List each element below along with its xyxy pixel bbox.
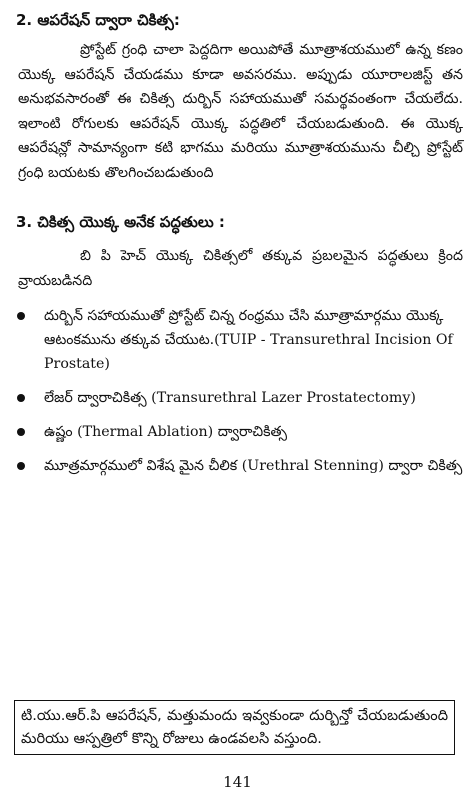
list-item-text: ఉష్ణం (Thermal Ablation) ద్వారాచికిత్స — [44, 424, 288, 440]
bullet-icon — [17, 428, 25, 436]
methods-list — [0, 304, 475, 488]
list-item — [0, 386, 475, 410]
bullet-icon — [17, 394, 25, 402]
list-item — [0, 454, 475, 478]
list-item — [0, 304, 475, 376]
list-item-text: లేజర్ ద్వారాచికిత్స (Transurethral Lazer Prostatectomy) — [44, 390, 416, 406]
page-number: 141 — [223, 773, 252, 791]
section-2-paragraph-text: ప్రోస్టేట్ గ్రంధి చాలా పెద్దదిగా అయిపోతే మూత్రాశయములో ఉన్న కణం యొక్క ఆపరేషన్ చేయడము కూడా అవసరము. అప్పుడు యూరాలజిస్ట్ తన అనుభవసారంతో ఈ చికిత్స దుర్బిన్ సహాయముతో సమర్థవంతంగా చేయలేదు. ఇలాంటి రోగులకు ఆపరేషన్ యొక్క పద్ధతిలో చేయబడుతుంది. ఈ యొక్క ఆపరేషన్లో సామాన్యంగా కటి భాగము మరియు మూత్రాశయమును చీల్చి ప్రోస్టేట్ గ్రంధి బయటకు తొలగించబడుతుంది — [18, 42, 463, 181]
list-item-text: దుర్బిన్ సహాయముతో ప్రోస్టేట్ చిన్న రంధ్రము చేసి మూత్రామార్గము యొక్క ఆటంకమును తక్కువ చేయుట.(TUIP - Transurethral Incision Of Prostate) — [44, 308, 453, 372]
section-2-heading: 2. ఆపరేషన్ ద్వారా చికిత్స: — [16, 11, 180, 29]
list-item-text: మూత్రమార్గములో విశేష మైన చీలిక (Urethral Stenning) ద్వారా చికిత్స — [44, 458, 463, 474]
section-2-paragraph — [18, 38, 463, 185]
section-3-intro — [18, 244, 463, 293]
section-3-intro-text: బి పి హెచ్ యొక్క చికిత్సలో తక్కువ ప్రబలమైన పద్ధతులు క్రింద వ్రాయబడినది — [18, 248, 463, 289]
boxed-note: టి.యు.ఆర్.పి ఆపరేషన్, మత్తుమందు ఇవ్వకుండా దుర్బిన్తో చేయబడుతుంది మరియు ఆస్పత్రిలో కొన్ని రోజులు ఉండవలసి వస్తుంది. — [14, 700, 455, 755]
section-3-heading: 3. చికిత్స యొక్క అనేక పద్ధతులు : — [16, 213, 225, 231]
bullet-icon — [17, 312, 25, 320]
list-item — [0, 420, 475, 444]
bullet-icon — [17, 462, 25, 470]
